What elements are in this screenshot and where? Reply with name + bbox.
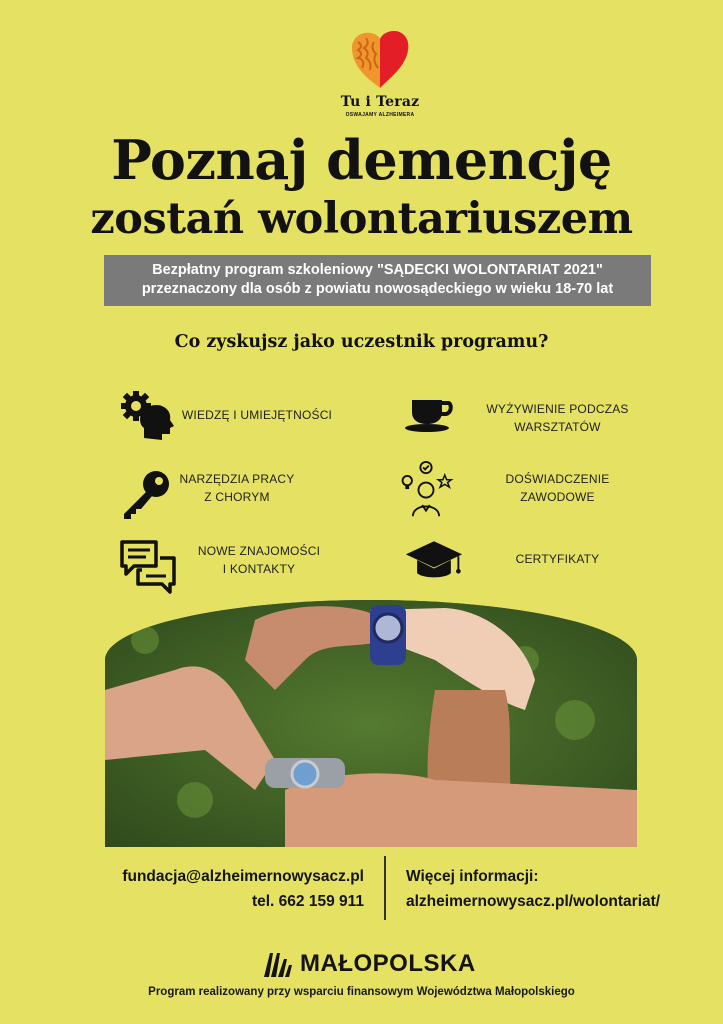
benefit-food-line-1: WYŻYWIENIE PODCZAS [486,402,629,416]
malopolska-mark-icon [262,949,294,979]
website-link[interactable]: alzheimernowysacz.pl/wolontariat/ [406,893,661,910]
logo-name: Tu i Teraz [340,94,420,110]
benefit-certificates-line-1: CERTYFIKATY [515,552,600,566]
brain-gear-icon [118,388,178,453]
benefits-heading: Co zyskujsz jako uczestnik programu? [174,332,549,352]
benefit-food [470,400,645,436]
benefit-contacts [186,542,332,578]
benefit-contacts-line-1: NOWE ZNAJOMOŚCI [197,544,321,558]
contact-right [406,864,706,914]
more-info-label: Więcej informacji: [406,868,539,885]
key-icon [118,464,178,529]
benefit-knowledge-line-1: WIEDZĘ I UMIEJĘTNOŚCI [181,408,333,422]
skills-person-icon [396,460,456,525]
graduation-cap-icon [404,530,464,595]
benefit-certificates [470,550,645,568]
benefit-tools-line-1: NARZĘDZIA PRACY [179,472,295,486]
logo-tagline: OSWAJAMY ALZHEIMERA [345,112,415,118]
teacup-icon [400,386,460,451]
malopolska-logo [262,947,482,981]
headline-line-1: Poznaj demencję [111,128,612,192]
benefit-contacts-line-2: I KONTAKTY [222,562,296,576]
chat-bubbles-icon [118,536,178,601]
benefit-experience [470,470,645,506]
program-banner [104,255,651,306]
contact-divider [384,856,386,920]
headline-line-2: zostań wolontariuszem [90,194,633,244]
sponsor-name: MAŁOPOLSKA [300,950,476,977]
contact-phone[interactable]: tel. 662 159 911 [251,893,364,910]
banner-line-1: Bezpłatny program szkoleniowy "SĄDECKI WOLONTARIAT 2021" [152,262,603,278]
banner-line-2: przeznaczony dla osób z powiatu nowosądeckiego w wieku 18-70 lat [141,281,614,297]
footer-text: Program realizowany przy wsparciu finansowym Województwa Małopolskiego [148,986,575,998]
contact-left [118,864,364,914]
hands-photo [105,600,637,847]
heart-brain-icon [330,28,430,92]
logo [330,28,430,118]
benefit-experience-line-2: ZAWODOWE [520,490,595,504]
benefit-food-line-2: WARSZTATÓW [514,420,601,434]
benefit-tools-line-2: Z CHORYM [204,490,270,504]
benefit-tools [172,470,302,506]
contact-email[interactable]: fundacja@alzheimernowysacz.pl [122,868,364,885]
benefit-knowledge [172,406,342,424]
hands-illustration [105,600,637,847]
benefit-experience-line-1: DOŚWIADCZENIE [505,472,610,486]
